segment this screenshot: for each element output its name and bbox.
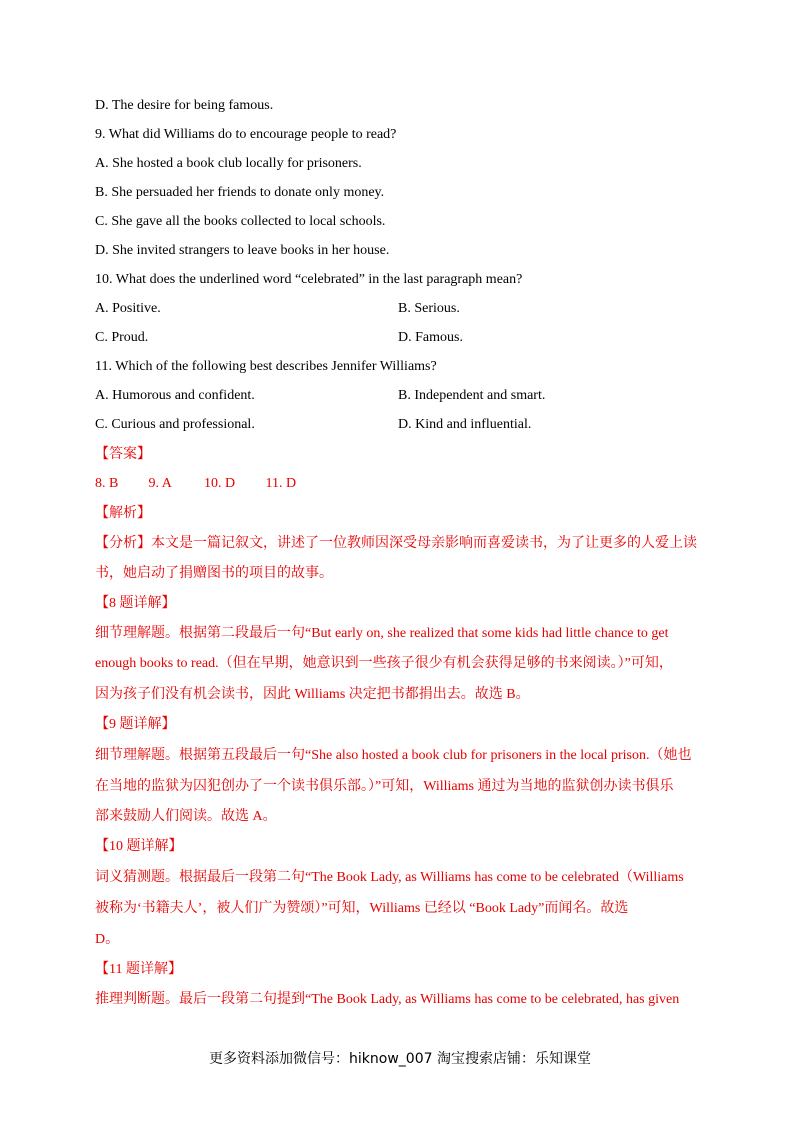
answers-row <box>95 475 740 493</box>
q8-detail-line3: 因为孩子们没有机会读书，因此 Williams 决定把书都捐出去。故选 B。 <box>95 687 530 702</box>
q10-option-c: C. Proud. <box>95 330 149 345</box>
q11-option-d: D. Kind and influential. <box>398 417 532 432</box>
analysis-header: 【解析】 <box>95 506 151 521</box>
q10-detail-line1: 词义猜测题。根据最后一段第二句“The Book Lady, as Williams has come to be celebrated（Williams <box>95 870 684 885</box>
answer-header: 【答案】 <box>95 447 151 462</box>
answer-10: 10. D <box>204 476 236 491</box>
q11-stem: 11. Which of the following best describes Jennifer Williams? <box>95 359 437 374</box>
q10-options-row2 <box>95 329 740 347</box>
analysis-overview-line2: 书，她启动了捐赠图书的项目的故事。 <box>95 566 333 581</box>
q8-detail-line1: 细节理解题。根据第二段最后一句“But early on, she realized that some kids had little chance to get <box>95 626 669 641</box>
q11-option-a: A. Humorous and confident. <box>95 388 255 403</box>
answer-9: 9. A <box>148 476 172 491</box>
q10-stem: 10. What does the underlined word “celebrated” in the last paragraph mean? <box>95 272 523 287</box>
q9-stem: 9. What did Williams do to encourage people to read? <box>95 127 397 142</box>
q9-detail-header: 【9 题详解】 <box>95 717 176 732</box>
q9-option-d: D. She invited strangers to leave books in her house. <box>95 243 390 258</box>
page-footer: 更多资料添加微信号：hiknow_007 淘宝搜索店铺：乐知课堂 <box>209 1051 591 1067</box>
q10-detail-line2: 被称为‘书籍夫人’，被人们广为赞颂）”可知，Williams 已经以 “Book Lady”而闻名。故选 <box>95 901 629 916</box>
q11-option-b: B. Independent and smart. <box>398 388 546 403</box>
q11-option-c: C. Curious and professional. <box>95 417 255 432</box>
q8-option-d: D. The desire for being famous. <box>95 98 274 113</box>
q11-options-row2 <box>95 416 740 434</box>
q9-detail-line1: 细节理解题。根据第五段最后一句“She also hosted a book club for prisoners in the local prison.（她也 <box>95 748 692 763</box>
q8-detail-line2: enough books to read.（但在早期，她意识到一些孩子很少有机会获得足够的书来阅读。）”可知， <box>95 656 673 671</box>
q9-detail-line2: 在当地的监狱为囚犯创办了一个读书俱乐部。）”可知，Williams 通过为当地的监狱创办读书俱乐 <box>95 779 674 794</box>
q10-option-a: A. Positive. <box>95 301 161 316</box>
q9-option-c: C. She gave all the books collected to local schools. <box>95 214 386 229</box>
q10-option-b: B. Serious. <box>398 301 460 316</box>
q10-detail-line3: D。 <box>95 932 120 947</box>
q11-options-row1 <box>95 387 740 405</box>
q10-option-d: D. Famous. <box>398 330 463 345</box>
q9-option-b: B. She persuaded her friends to donate only money. <box>95 185 385 200</box>
q11-detail-header: 【11 题详解】 <box>95 962 182 977</box>
q9-detail-line3: 部来鼓励人们阅读。故选 A。 <box>95 809 277 824</box>
q10-options-row1 <box>95 300 740 318</box>
analysis-overview-line1: 【分析】本文是一篇记叙文，讲述了一位教师因深受母亲影响而喜爱读书，为了让更多的人爱上读 <box>95 536 697 551</box>
answer-8: 8. B <box>95 476 119 491</box>
q10-detail-header: 【10 题详解】 <box>95 839 183 854</box>
q8-detail-header: 【8 题详解】 <box>95 596 176 611</box>
q9-option-a: A. She hosted a book club locally for prisoners. <box>95 156 362 171</box>
answer-11: 11. D <box>265 476 297 491</box>
q11-detail-line1: 推理判断题。最后一段第二句提到“The Book Lady, as Williams has come to be celebrated, has given <box>95 992 680 1007</box>
